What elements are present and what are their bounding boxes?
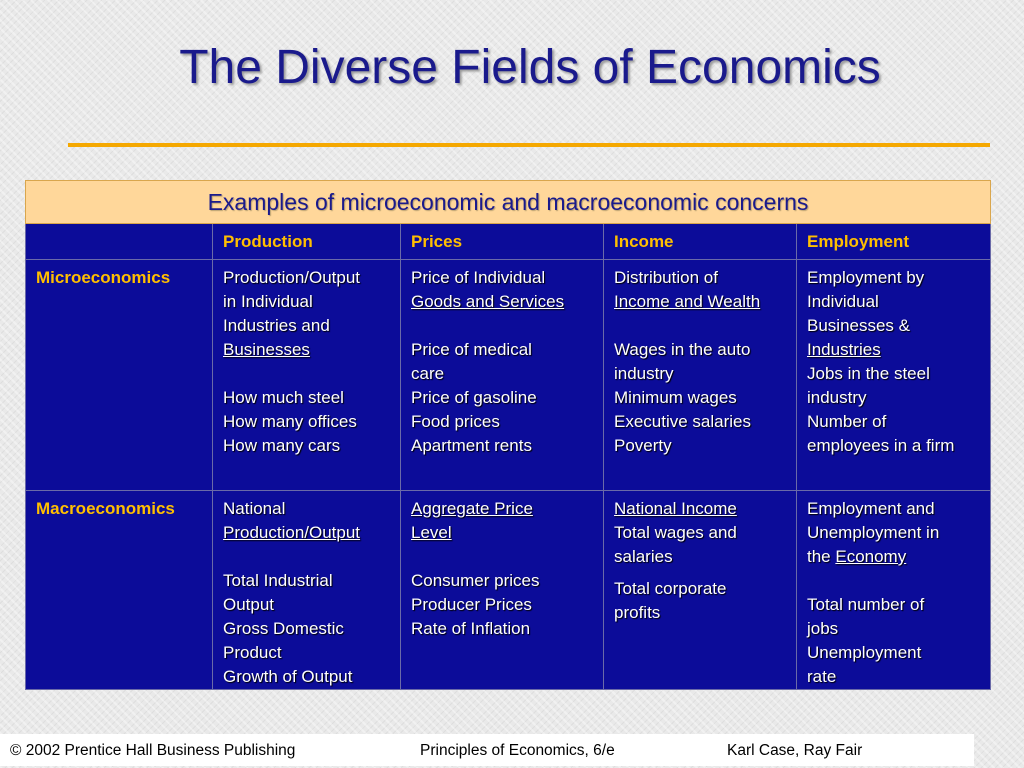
- cell-line: National: [223, 499, 286, 518]
- column-header-production: Production: [213, 224, 401, 260]
- cell-micro-prices: [401, 260, 604, 491]
- cell-line: Employment by: [807, 268, 925, 287]
- cell-macro-income: [604, 491, 797, 690]
- cell-line: Wages in the auto: [614, 340, 751, 359]
- cell-line: Gross Domestic: [223, 619, 344, 638]
- link-income-and-wealth[interactable]: Income and Wealth: [614, 292, 761, 311]
- link-national-income[interactable]: National Income: [614, 499, 737, 518]
- cell-line: Apartment rents: [411, 436, 532, 455]
- cell-line: [807, 545, 980, 569]
- table-row-microeconomics: [26, 260, 991, 491]
- cell-line: in Individual: [223, 292, 313, 311]
- cell-line: employees in a firm: [807, 436, 955, 455]
- concerns-table: [25, 180, 990, 684]
- table-caption: Examples of microeconomic and macroeconomic concerns: [26, 181, 991, 224]
- cell-line: Total corporate: [614, 579, 727, 598]
- concerns-table-grid: [25, 180, 991, 690]
- cell-line: Producer Prices: [411, 595, 532, 614]
- cell-line: Price of gasoline: [411, 388, 537, 407]
- cell-macro-production: [213, 491, 401, 690]
- cell-line: Jobs in the steel: [807, 364, 930, 383]
- footer-copyright: © 2002 Prentice Hall Business Publishing: [10, 742, 296, 759]
- cell-text: the: [807, 547, 836, 566]
- cell-line: Minimum wages: [614, 388, 737, 407]
- row-label-macroeconomics: Macroeconomics: [26, 491, 213, 690]
- cell-line: Total number of: [807, 595, 925, 614]
- slide-footer: [0, 734, 974, 766]
- link-businesses[interactable]: Businesses: [223, 340, 310, 359]
- title-divider: [68, 143, 990, 147]
- cell-line: Price of medical: [411, 340, 532, 359]
- cell-line: Rate of Inflation: [411, 619, 531, 638]
- cell-line: industry: [614, 364, 674, 383]
- column-header-income: Income: [604, 224, 797, 260]
- cell-line: Price of Individual: [411, 268, 546, 287]
- table-row-macroeconomics: [26, 491, 991, 690]
- cell-micro-production: [213, 260, 401, 491]
- cell-micro-employment: [797, 260, 991, 491]
- footer-book-title: Principles of Economics, 6/e: [420, 742, 615, 759]
- cell-line: care: [411, 364, 445, 383]
- cell-line: profits: [614, 603, 661, 622]
- link-industries[interactable]: Industries: [807, 340, 881, 359]
- cell-line: Poverty: [614, 436, 672, 455]
- cell-line: Industries and: [223, 316, 330, 335]
- cell-line: Distribution of: [614, 268, 718, 287]
- column-header-prices: Prices: [401, 224, 604, 260]
- cell-line: Businesses &: [807, 316, 910, 335]
- footer-authors: Karl Case, Ray Fair: [727, 742, 863, 759]
- header-blank-cell: [26, 224, 213, 260]
- cell-line: Growth of Output: [223, 667, 353, 686]
- cell-line: Production/Output: [223, 268, 361, 287]
- cell-line: Unemployment: [807, 643, 922, 662]
- cell-line: Unemployment in: [807, 523, 940, 542]
- cell-line: Individual: [807, 292, 879, 311]
- link-production-output[interactable]: Production/Output: [223, 523, 361, 542]
- cell-macro-employment: [797, 491, 991, 690]
- cell-line: Total wages and: [614, 523, 737, 542]
- cell-line: How much steel: [223, 388, 344, 407]
- cell-line: How many offices: [223, 412, 357, 431]
- cell-line: salaries: [614, 547, 673, 566]
- cell-line: Food prices: [411, 412, 500, 431]
- cell-line: Employment and: [807, 499, 935, 518]
- cell-line: Number of: [807, 412, 887, 431]
- cell-line: Product: [223, 643, 282, 662]
- column-header-employment: Employment: [797, 224, 991, 260]
- link-aggregate-price[interactable]: Aggregate Price: [411, 499, 533, 518]
- cell-line: jobs: [807, 619, 839, 638]
- cell-line: industry: [807, 388, 867, 407]
- cell-line: Total Industrial: [223, 571, 333, 590]
- cell-macro-prices: [401, 491, 604, 690]
- link-level[interactable]: Level: [411, 523, 452, 542]
- cell-micro-income: [604, 260, 797, 491]
- cell-line: Executive salaries: [614, 412, 752, 431]
- cell-line: Output: [223, 595, 275, 614]
- cell-line: rate: [807, 667, 837, 686]
- row-label-microeconomics: Microeconomics: [26, 260, 213, 491]
- link-goods-and-services[interactable]: Goods and Services: [411, 292, 565, 311]
- cell-line: Consumer prices: [411, 571, 540, 590]
- link-economy[interactable]: Economy: [835, 547, 907, 566]
- cell-line: How many cars: [223, 436, 341, 455]
- slide-title: The Diverse Fields of Economics: [179, 41, 881, 94]
